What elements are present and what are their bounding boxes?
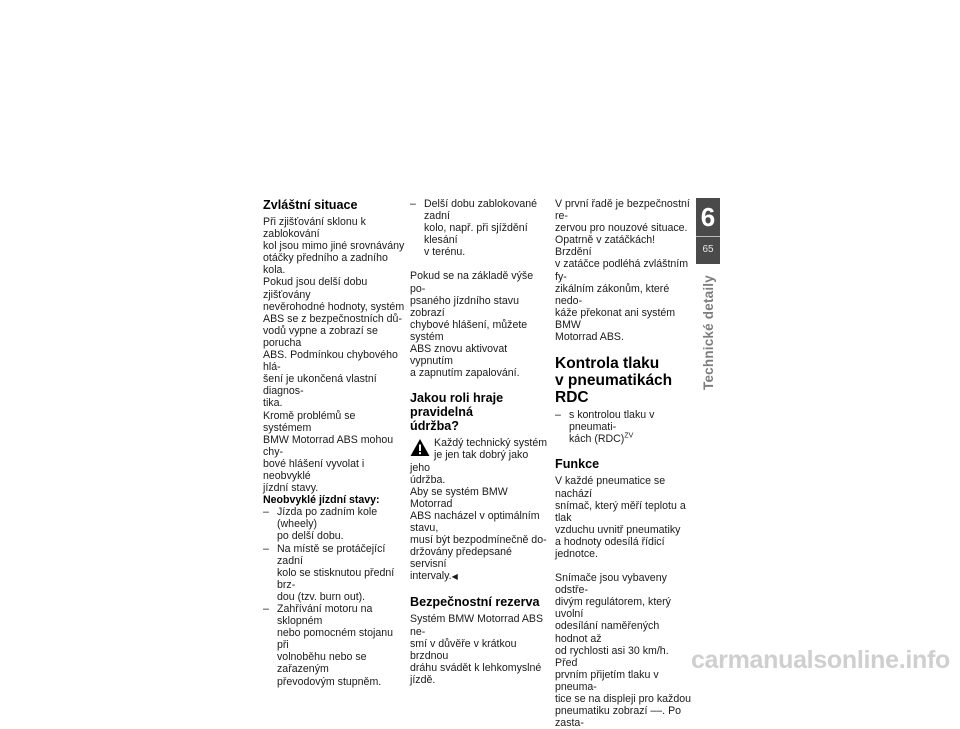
text-line: ABS. Podmínkou chybového hlá- xyxy=(263,349,398,374)
text-line: Delší dobu zablokované zadní xyxy=(424,198,538,223)
text-line: Aby se systém BMW Motorrad xyxy=(410,485,508,510)
text-line: V první řadě je bezpečnostní re- xyxy=(555,198,690,223)
subheading-neobvykle-stavy: Neobvyklé jízdní stavy: xyxy=(263,494,380,507)
text-line: ABS nacházel v optimálním stavu, xyxy=(410,509,540,534)
text-line: vzduchu uvnitř pneumatiky xyxy=(555,523,681,536)
heading-line: Kontrola tlaku xyxy=(555,355,660,373)
text-line: pneumatiku zobrazí ––. Po zasta- xyxy=(555,705,682,729)
watermark: carmanualsonline.info xyxy=(690,646,950,674)
text-line: Kromě problémů se systémem xyxy=(263,409,356,434)
chapter-number: 6 xyxy=(700,202,716,232)
chapter-title-vertical xyxy=(684,272,732,392)
text-line: káže překonat ani systém BMW xyxy=(555,306,676,331)
text-line: a hodnoty odesílá řídicí jednotce. xyxy=(555,535,665,560)
end-mark-icon: ◀ xyxy=(451,572,458,582)
text-line: kol jsou mimo jiné srovnávány xyxy=(263,240,405,253)
heading-bezpecnostni-rezerva: Bezpečnostní rezerva xyxy=(410,595,540,610)
text-line: držovány předepsané servisní xyxy=(410,546,512,571)
optional-equipment-mark: ZV xyxy=(624,432,634,440)
text-line: nebo pomocném stojanu při xyxy=(277,627,394,652)
text-line: kách (RDC) xyxy=(569,433,625,446)
text-line: Každý technický systém xyxy=(434,437,548,450)
text-line: tika. xyxy=(263,397,283,410)
text-line: v zatáčce podléhá zvláštním fy- xyxy=(555,258,689,283)
text-column-2 xyxy=(410,198,548,686)
text-line: kolo, např. při sjíždění klesání xyxy=(424,222,528,247)
paragraph xyxy=(263,410,405,495)
text-line: Systém BMW Motorrad ABS ne- xyxy=(410,613,544,638)
warning-triangle-icon xyxy=(410,438,430,457)
text-line: Při zjišťování sklonu k zablokování xyxy=(263,216,366,241)
text-line: vodů vypne a zobrazí se porucha xyxy=(263,324,378,349)
paragraph xyxy=(410,270,548,379)
text-line: v terénu. xyxy=(424,246,466,259)
list-item xyxy=(263,603,405,688)
tab-divider xyxy=(696,236,720,237)
list-item xyxy=(263,506,405,542)
spacer xyxy=(410,258,548,270)
text-line: bové hlášení vyvolat i neobvyklé xyxy=(263,457,365,482)
text-line: po delší dobu. xyxy=(277,530,344,543)
heading-line: Jakou roli hraje pravidelná xyxy=(410,391,504,420)
text-line: zervou pro nouzové situace. xyxy=(555,222,688,235)
text-line: převodovým stupněm. xyxy=(277,675,382,688)
text-line: Zahřívání motoru na sklopném xyxy=(277,603,373,628)
text-line: je jen tak dobrý jako jeho xyxy=(410,449,529,474)
text-line: od rychlosti asi 30 km/h. Před xyxy=(555,644,669,669)
text-line: volnoběhu nebo se zařazeným xyxy=(277,651,367,676)
text-line: prvním přijetím tlaku v pneuma- xyxy=(555,668,659,693)
warning-note xyxy=(410,437,548,485)
text-line: zikálním zákonům, které nedo- xyxy=(555,282,670,307)
text-line: Pokud se na základě výše po- xyxy=(410,270,534,295)
paragraph xyxy=(555,475,693,560)
spacer xyxy=(410,379,548,391)
text-line: dou (tzv. burn out). xyxy=(277,590,366,603)
text-line: otáčky předního a zadního kola. xyxy=(263,252,388,277)
text-line: tice se na displeji pro každou xyxy=(555,693,692,705)
spacer xyxy=(555,560,693,572)
text-line: smí v důvěře v krátkou brzdnou xyxy=(410,637,517,662)
paragraph xyxy=(263,216,405,410)
text-line: Snímače jsou vybaveny odstře- xyxy=(555,572,667,597)
list-item xyxy=(555,409,693,445)
heading-pravidelna-udrzba xyxy=(410,391,548,433)
text-line: divým regulátorem, který uvolní xyxy=(555,596,671,621)
text-line: údržba. xyxy=(410,473,446,486)
list-item xyxy=(263,543,405,603)
text-line: musí být bezpodmínečně do- xyxy=(410,534,547,547)
spacer xyxy=(555,343,693,355)
heading-line: v pneumatikách RDC xyxy=(555,372,673,407)
text-line: a zapnutím zapalování. xyxy=(410,367,520,380)
text-line: intervaly. xyxy=(410,570,452,583)
text-line: V každé pneumatice se nachází xyxy=(555,475,666,500)
chapter-tab xyxy=(696,198,720,264)
text-line: odesílání naměřených hodnot až xyxy=(555,620,660,645)
heading-kontrola-tlaku xyxy=(555,355,693,406)
text-line: s kontrolou tlaku v pneumati- xyxy=(569,409,655,434)
text-column-1 xyxy=(263,198,405,688)
text-line: dráhu svádět k lehkomyslné jízdě. xyxy=(410,661,542,686)
paragraph xyxy=(555,198,693,343)
text-line: Opatrně v zatáčkách! Brzdění xyxy=(555,234,656,259)
text-line: ABS se z bezpečnostních dů- xyxy=(263,312,402,325)
text-line: nevěrohodné hodnoty, systém xyxy=(263,300,405,313)
paragraph xyxy=(410,486,548,584)
text-line: snímač, který měří teplotu a tlak xyxy=(555,499,686,524)
text-line: BMW Motorrad ABS mohou chy- xyxy=(263,433,394,458)
text-line: Motorrad ABS. xyxy=(555,331,624,344)
text-line: Pokud jsou delší dobu zjišťovány xyxy=(263,276,368,301)
text-line: jízdní stavy. xyxy=(263,482,319,495)
text-line: Jízda po zadním kole (wheely) xyxy=(277,506,378,531)
text-line: ABS znovu aktivovat vypnutím xyxy=(410,343,508,368)
heading-zvlastni-situace: Zvláštní situace xyxy=(263,198,358,212)
text-line: šení je ukončená vlastní diagnos- xyxy=(263,373,377,398)
text-line: chybové hlášení, můžete systém xyxy=(410,318,528,343)
text-line: kolo se stisknutou přední brz- xyxy=(277,566,395,591)
heading-funkce: Funkce xyxy=(555,457,600,472)
heading-line: údržba? xyxy=(410,419,459,434)
spacer xyxy=(410,583,548,595)
page-number: 65 xyxy=(702,244,714,255)
spacer xyxy=(555,445,693,457)
text-line: psaného jízdního stavu zobrazí xyxy=(410,294,519,319)
chapter-title: Technické detaily xyxy=(700,274,716,390)
list-item xyxy=(410,198,548,258)
text-line: Na místě se protáčející zadní xyxy=(277,542,386,567)
